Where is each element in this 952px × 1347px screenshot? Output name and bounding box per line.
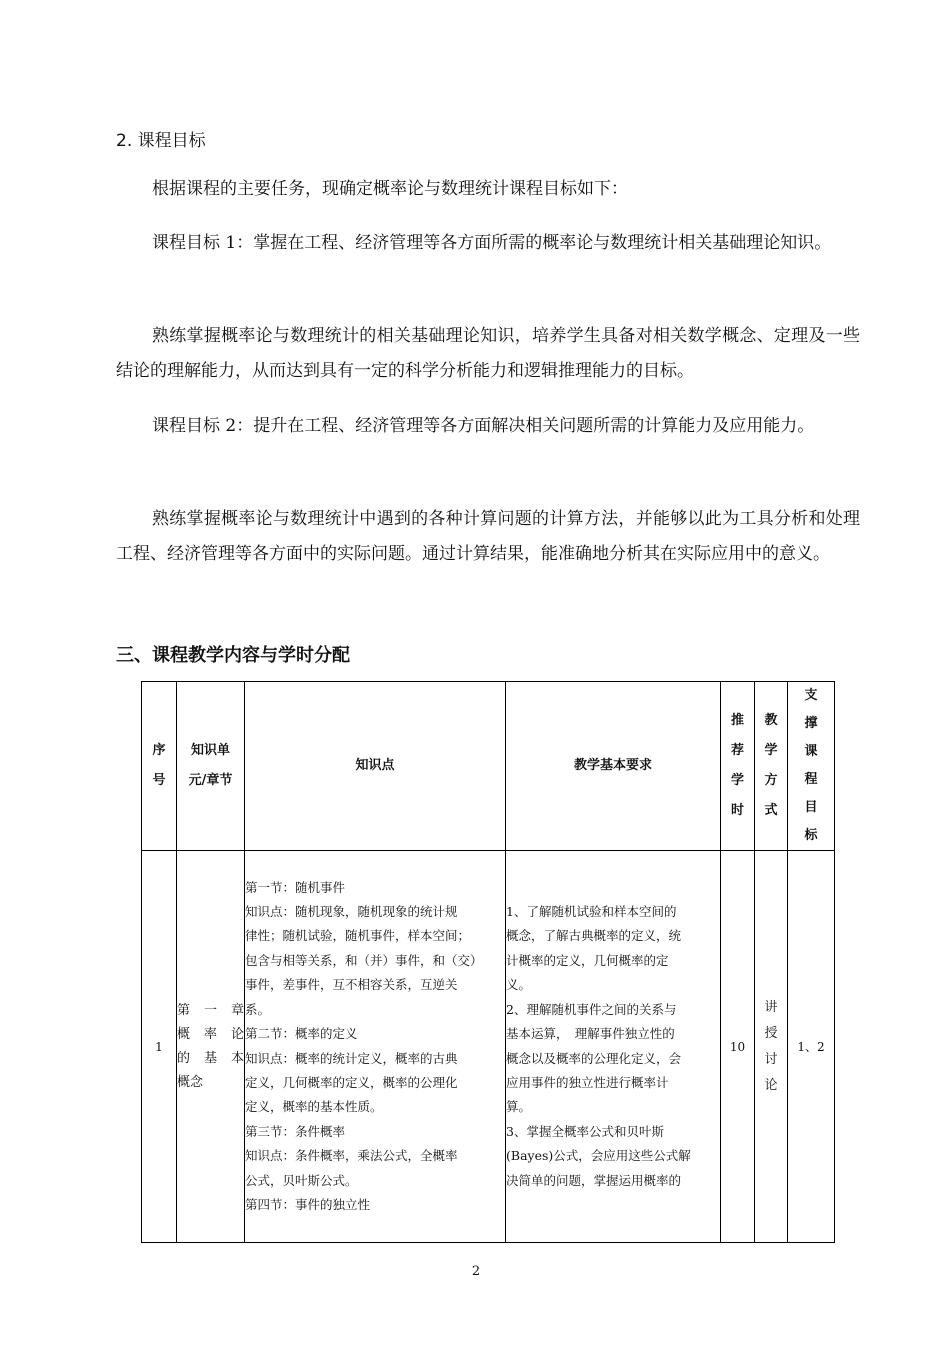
cell-no: 1 [142,851,177,1243]
cell-method: 讲 授 讨 论 [755,851,788,1243]
page-number: 2 [471,1264,481,1279]
header-method: 教 学 方 式 [755,682,788,851]
table-row [142,851,835,1243]
table-header-row [142,682,835,851]
paragraph-goal-2: 课程目标 2：提升在工程、经济管理等各方面解决相关问题所需的计算能力及应用能力。 [152,416,815,436]
header-support: 支 撑 课 程 目 标 [788,682,835,851]
paragraph-intro: 根据课程的主要任务，现确定概率论与数理统计课程目标如下： [152,179,628,199]
header-unit: 知识单 元/章节 [177,682,245,851]
cell-unit: 第 一 章 概 率 论 的 基 本 概念 [177,851,245,1243]
cell-hours: 10 [721,851,755,1243]
cell-support: 1、2 [788,851,835,1243]
header-hours: 推 荐 学 时 [721,682,755,851]
content-table [141,681,835,1243]
header-points: 知识点 [245,682,506,851]
header-no: 序 号 [142,682,177,851]
paragraph-goal-2-detail: 熟练掌握概率论与数理统计中遇到的各种计算问题的计算方法，并能够以此为工具分析和处理工程、经济管理等各方面中的实际问题。通过计算结果，能准确地分析其在实际应用中的意义。 [116,509,860,564]
paragraph-goal-1: 课程目标 1：掌握在工程、经济管理等各方面所需的概率论与数理统计相关基础理论知识。 [152,233,832,253]
cell-points: 第一节：随机事件 知识点：随机现象，随机现象的统计规 律性；随机试验，随机事件，样本空间； 包含与相等关系，和（并）事件，和（交） 事件，差事件，互不相容关系，互逆关 系。 第二节：概率的定义 知识点：概率的统计定义，概率的古典 定义，几何概率的定义，概率的公理化 定义，概率的基本性质。 第三节：条件概率 知识点：条件概率，乘法公式，全概率 公式，贝叶斯公式。 第四节：事件的独立性 [245,851,506,1243]
paragraph-goal-1-detail: 熟练掌握概率论与数理统计的相关基础理论知识，培养学生具备对相关数学概念、定理及一些结论的理解能力，从而达到具有一定的科学分析能力和逻辑推理能力的目标。 [116,326,860,381]
section-subheading: 2. 课程目标 [116,131,206,151]
cell-requirements: 1、了解随机试验和样本空间的 概念，了解古典概率的定义，统 计概率的定义，几何概率的定 义。 2、理解随机事件之间的关系与 基本运算， 理解事件独立性的 概念以及概率的公理化定义，会 应用事件的独立性进行概率计 算。 3、掌握全概率公式和贝叶斯 (Bayes)公式，会应用这些公式解 决简单的问题，掌握运用概率的 [506,851,721,1243]
section-heading: 三、课程教学内容与学时分配 [116,645,350,666]
header-requirements: 教学基本要求 [506,682,721,851]
